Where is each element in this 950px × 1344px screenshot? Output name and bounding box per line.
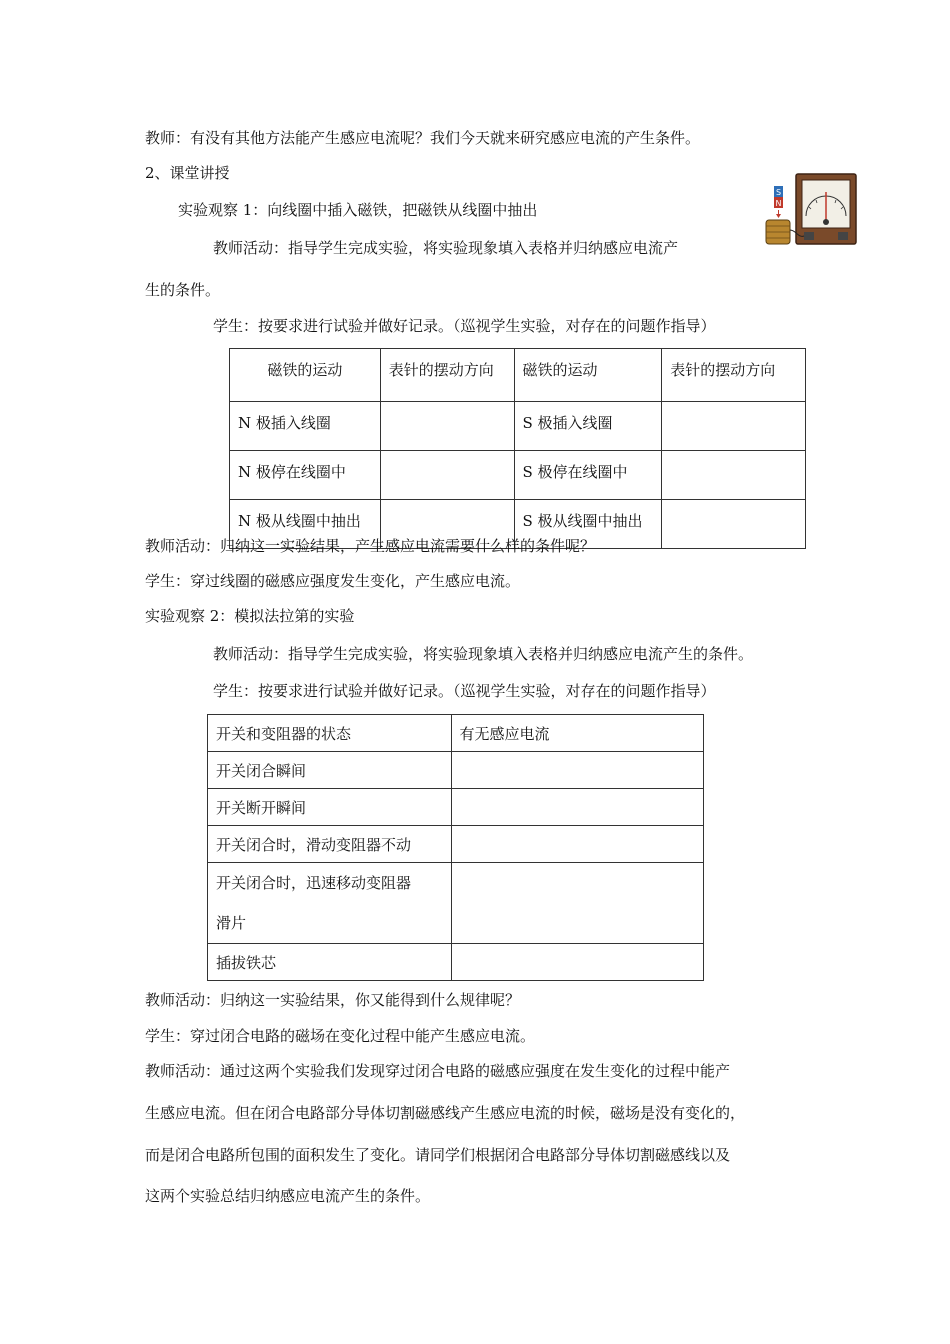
experiment-2-table [207, 714, 704, 981]
student-answer-2: 学生：穿过闭合电路的磁场在变化过程中能产生感应电流。 [145, 1027, 536, 1045]
galvanometer-illustration [764, 172, 858, 248]
teacher-conclusion-line4: 这两个实验总结归纳感应电流产生的条件。 [145, 1187, 431, 1205]
cell-blank[interactable] [662, 451, 806, 500]
student-answer-1: 学生：穿过线圈的磁感应强度发生变化，产生感应电流。 [145, 572, 521, 590]
header-needle-direction-1: 表针的摆动方向 [380, 349, 514, 402]
cell-switch-open: 开关断开瞬间 [208, 789, 452, 826]
teacher-activity-1b: 生的条件。 [145, 281, 221, 299]
magnet-south-label: S [775, 188, 782, 197]
table-row [208, 863, 704, 944]
table-row [208, 826, 704, 863]
header-induced-current: 有无感应电流 [451, 715, 703, 752]
cell-blank[interactable] [451, 944, 703, 981]
cell-s-insert: S 极插入线圈 [514, 402, 662, 451]
cell-iron-core: 插拔铁芯 [208, 944, 452, 981]
experiment-2-title: 实验观察 2：模拟法拉第的实验 [145, 607, 355, 625]
teacher-summary-1: 教师活动：归纳这一实验结果，产生感应电流需要什么样的条件呢？ [145, 537, 596, 555]
cell-blank[interactable] [451, 863, 703, 944]
student-record-2: 学生：按要求进行试验并做好记录。（巡视学生实验，对存在的问题作指导） [213, 682, 716, 700]
cell-rheostat-move-line2: 滑片 [216, 914, 247, 932]
cell-rheostat-still: 开关闭合时，滑动变阻器不动 [208, 826, 452, 863]
cell-blank[interactable] [662, 500, 806, 549]
para-teacher-question: 教师：有没有其他方法能产生感应电流呢？我们今天就来研究感应电流的产生条件。 [145, 129, 701, 147]
cell-blank[interactable] [662, 402, 806, 451]
cell-s-stay: S 极停在线圈中 [514, 451, 662, 500]
table-row [230, 451, 806, 500]
table-row [208, 789, 704, 826]
table-row [230, 402, 806, 451]
experiment-1-table [229, 348, 806, 549]
teacher-conclusion-line1: 教师活动：通过这两个实验我们发现穿过闭合电路的磁感应强度在发生变化的过程中能产 [145, 1062, 731, 1080]
teacher-summary-2: 教师活动：归纳这一实验结果，你又能得到什么规律呢？ [145, 991, 521, 1009]
section-heading: 2、课堂讲授 [145, 164, 230, 182]
cell-blank[interactable] [451, 752, 703, 789]
teacher-activity-1a: 教师活动：指导学生完成实验，将实验现象填入表格并归纳感应电流产 [213, 239, 679, 257]
cell-rheostat-move [208, 863, 452, 944]
cell-rheostat-move-line1: 开关闭合时，迅速移动变阻器 [216, 874, 412, 892]
teacher-activity-2: 教师活动：指导学生完成实验，将实验现象填入表格并归纳感应电流产生的条件。 [213, 645, 754, 663]
teacher-conclusion-line3: 而是闭合电路所包围的面积发生了变化。请同学们根据闭合电路部分导体切割磁感线以及 [145, 1146, 731, 1164]
header-switch-state: 开关和变阻器的状态 [208, 715, 452, 752]
cell-blank[interactable] [380, 402, 514, 451]
table-row [208, 752, 704, 789]
magnet-north-label: N [775, 199, 782, 208]
cell-blank[interactable] [380, 451, 514, 500]
teacher-conclusion-line2: 生感应电流。但在闭合电路部分导体切割磁感线产生感应电流的时候，磁场是没有变化的， [145, 1104, 746, 1122]
table-row [208, 944, 704, 981]
header-magnet-motion-2: 磁铁的运动 [514, 349, 662, 402]
cell-n-withdraw: N 极从线圈中抽出 [230, 500, 381, 549]
cell-blank[interactable] [451, 789, 703, 826]
cell-n-insert: N 极插入线圈 [230, 402, 381, 451]
experiment-1-title: 实验观察 1：向线圈中插入磁铁，把磁铁从线圈中抽出 [178, 201, 538, 219]
cell-s-withdraw: S 极从线圈中抽出 [514, 500, 662, 549]
header-magnet-motion-1: 磁铁的运动 [230, 349, 381, 402]
cell-blank[interactable] [451, 826, 703, 863]
cell-switch-close: 开关闭合瞬间 [208, 752, 452, 789]
cell-n-stay: N 极停在线圈中 [230, 451, 381, 500]
header-needle-direction-2: 表针的摆动方向 [662, 349, 806, 402]
student-record-1: 学生：按要求进行试验并做好记录。（巡视学生实验，对存在的问题作指导） [213, 317, 716, 335]
